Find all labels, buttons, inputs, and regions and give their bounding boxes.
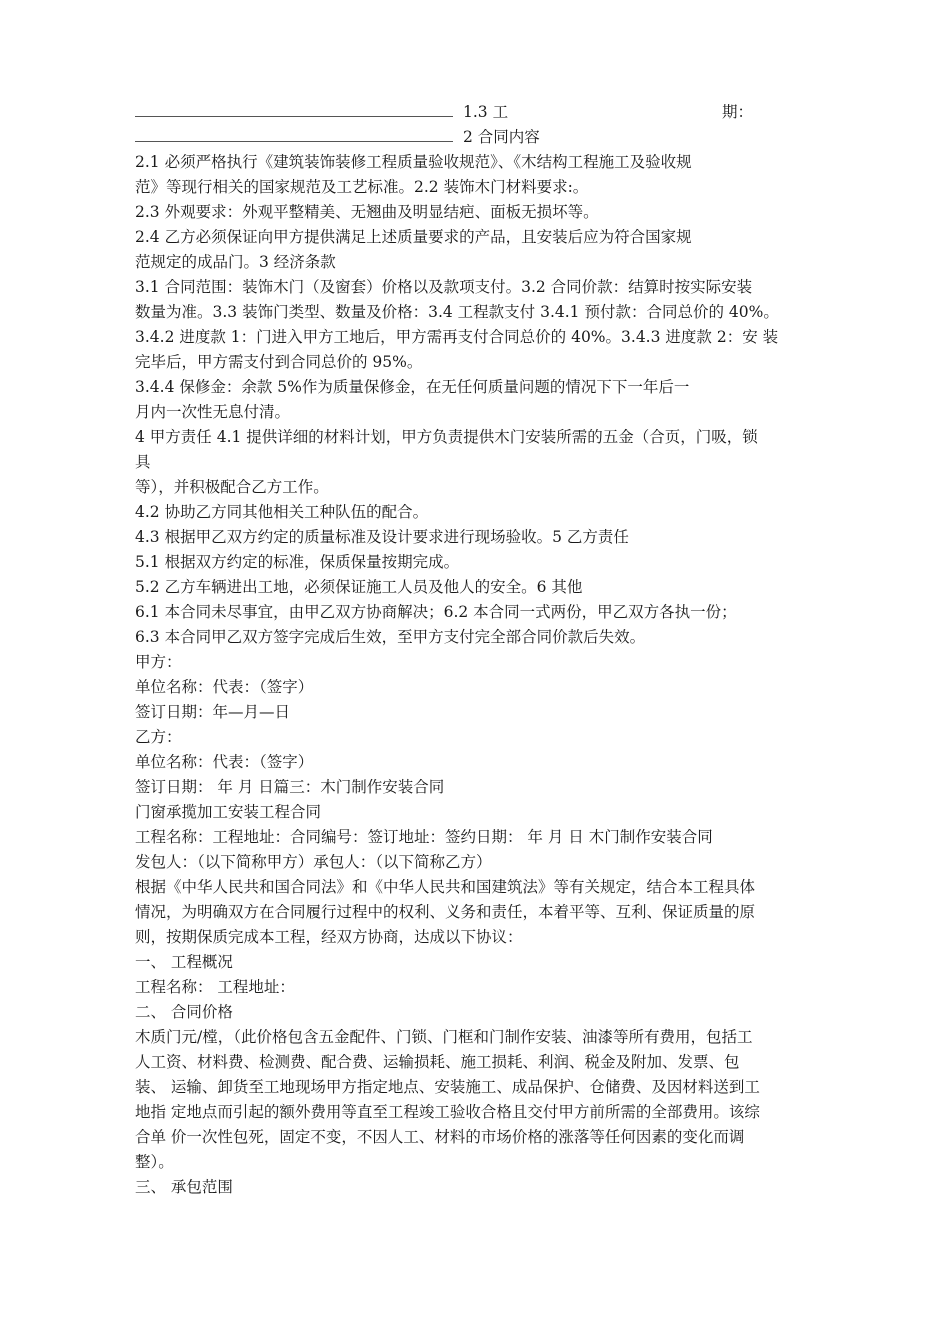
text-line: 4.3 根据甲乙双方约定的质量标准及设计要求进行现场验收。5 乙方责任 (135, 528, 629, 546)
section-heading: 三、 承包范围 (135, 1178, 233, 1196)
blank-underline (135, 127, 453, 142)
text-line: 等），并积极配合乙方工作。 (135, 478, 329, 496)
text-line: 工程名称： 工程地址： (135, 978, 295, 996)
text-line: 6.3 本合同甲乙双方签字完成后生效，至甲方支付完全部合同价款后失效。 (135, 628, 646, 646)
text-line: 合单 价一次性包死，固定不变，不因人工、材料的市场价格的涨落等任何因素的变化而调 (135, 1128, 745, 1146)
party-a-unit: 单位名称：代表：（签字） (135, 678, 314, 696)
text-line: 根据《中华人民共和国合同法》和《中华人民共和国建筑法》等有关规定，结合本工程具体 (135, 878, 756, 896)
section-2-heading: 2 合同内容 (463, 128, 540, 146)
text-line: 5.1 根据双方约定的标准，保质保量按期完成。 (135, 553, 460, 571)
text-line: 完毕后，甲方需支付到合同总价的 95%。 (135, 353, 423, 371)
section-1-3-line (135, 100, 508, 124)
section-2-line (135, 125, 540, 149)
text-line: 发包人：（以下简称甲方）承包人：（以下简称乙方） (135, 853, 492, 871)
party-a-label: 甲方： (135, 653, 182, 671)
text-line: 工程名称：工程地址：合同编号：签订地址：签约日期： 年 月 日 木门制作安装合同 (135, 828, 713, 846)
text-line: 4 甲方责任 4.1 提供详细的材料计划，甲方负责提供木门安装所需的五金（合页，门吸，锁 (135, 428, 758, 446)
text-line: 2.3 外观要求：外观平整精美、无翘曲及明显结疤、面板无损坏等。 (135, 203, 599, 221)
text-line: 具 (135, 453, 151, 471)
text-line: 范规定的成品门。3 经济条款 (135, 253, 336, 271)
period-label: 期： (722, 103, 754, 121)
text-line: 3.4.4 保修金：余款 5%作为质量保修金，在无任何质量问题的情况下下一年后一 (135, 378, 690, 396)
text-line: 4.2 协助乙方同其他相关工种队伍的配合。 (135, 503, 429, 521)
text-line: 数量为准。3.3 装饰门类型、数量及价格：3.4 工程款支付 3.4.1 预付款：合同总价的 40%。 (135, 303, 779, 321)
text-line: 范》等现行相关的国家规范及工艺标准。2.2 装饰木门材料要求:。 (135, 178, 589, 196)
party-b-label: 乙方： (135, 728, 182, 746)
text-line: 木质门元/樘，（此价格包含五金配件、门锁、门框和门制作安装、油漆等所有费用，包括工 (135, 1028, 753, 1046)
text-line: 整）。 (135, 1153, 174, 1171)
text-line: 装、 运输、卸货至工地现场甲方指定地点、安装施工、成品保护、仓储费、及因材料送到工 (135, 1078, 760, 1096)
section-heading: 一、 工程概况 (135, 953, 233, 971)
text-line: 2.4 乙方必须保证向甲方提供满足上述质量要求的产品，且安装后应为符合国家规 (135, 228, 692, 246)
party-b-unit: 单位名称：代表：（签字） (135, 753, 314, 771)
text-line: 地指 定地点而引起的额外费用等直至工程竣工验收合格且交付甲方前所需的全部费用。该综 (135, 1103, 760, 1121)
text-line: 3.4.2 进度款 1：门进入甲方工地后，甲方需再支付合同总价的 40%。3.4.3 进度款 2：安 装 (135, 328, 779, 346)
contract-title: 门窗承揽加工安装工程合同 (135, 803, 322, 821)
text-line: 3.1 合同范围：装饰木门（及窗套）价格以及款项支付。3.2 合同价款：结算时按实际安装 (135, 278, 753, 296)
text-line: 情况，为明确双方在合同履行过程中的权利、义务和责任，本着平等、互利、保证质量的原 (135, 903, 756, 921)
text-line: 2.1 必须严格执行《建筑装饰装修工程质量验收规范》、《木结构工程施工及验收规 (135, 153, 692, 171)
blank-underline (135, 102, 453, 117)
text-line: 5.2 乙方车辆进出工地，必须保证施工人员及他人的安全。6 其他 (135, 578, 583, 596)
section-heading: 二、 合同价格 (135, 1003, 233, 1021)
text-line: 人工资、材料费、检测费、配合费、运输损耗、施工损耗、利润、税金及附加、发票、包 (135, 1053, 740, 1071)
party-b-date: 签订日期： 年 月 日篇三：木门制作安装合同 (135, 778, 445, 796)
text-line: 则，按期保质完成本工程，经双方协商，达成以下协议： (135, 928, 523, 946)
text-line: 月内一次性无息付清。 (135, 403, 291, 421)
text-line: 6.1 本合同未尽事宜，由甲乙双方协商解决；6.2 本合同一式两份，甲乙双方各执一份； (135, 603, 737, 621)
section-1-3-label: 1.3 工 (463, 103, 509, 121)
party-a-date: 签订日期：年—月—日 (135, 703, 291, 721)
